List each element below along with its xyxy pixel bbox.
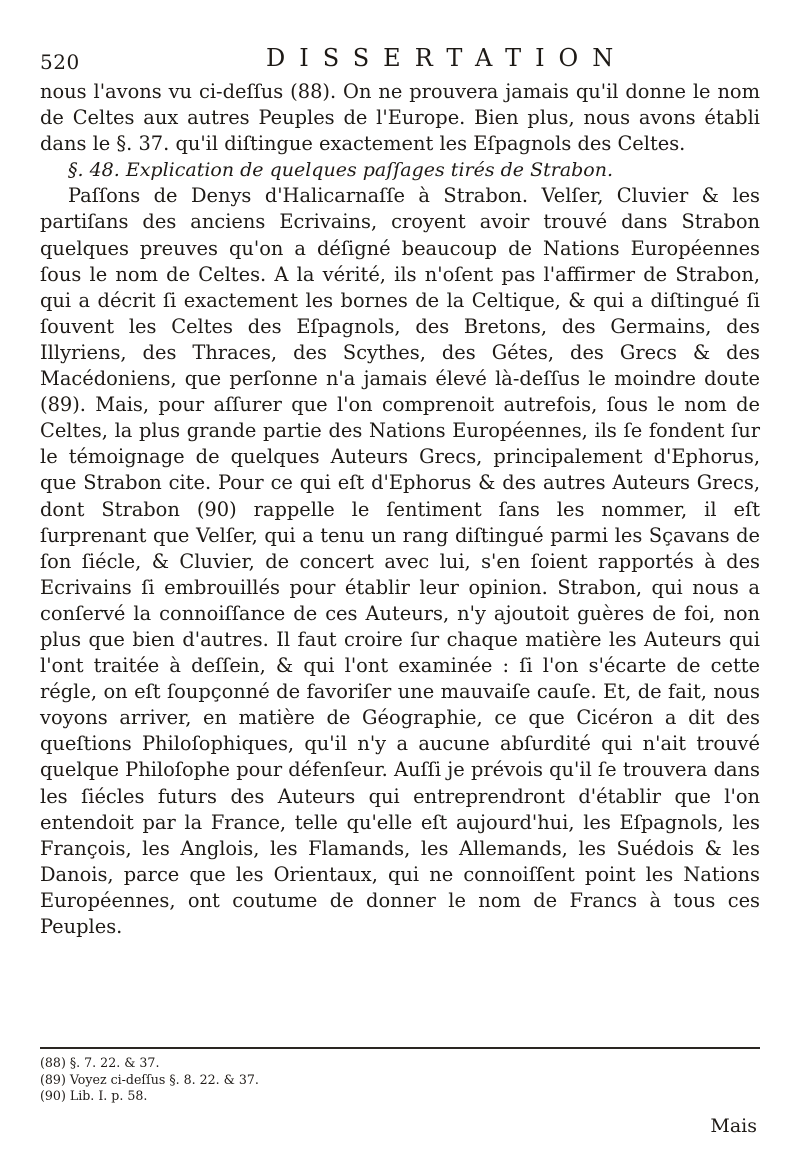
paragraph: Paſſons de Denys d'Halicarnaſſe à Strabon. Velſer, Cluvier & les partiſans des anciens Ecrivains, croyent avoir trouvé dans Strabon quelques preuves qu'on a déſigné beaucoup de Nations Européennes ſous le nom de Celtes. A la vérité, ils n'oſent pas l'affirmer de Strabon, qui a décrit ſi exactement les bornes de la Celtique, & qui a diſtingué ſi ſouvent les Celtes des Eſpagnols, des Bretons, des Germains, des Illyriens, des Thraces, des Scythes, des Gétes, des Grecs & des Macédoniens, que perſonne n'a jamais élevé là-deſſus le moindre doute (89). Mais, pour aſſurer que l'on comprenoit autrefois, ſous le nom de Celtes, la plus grande partie des Nations Européennes, ils ſe fondent ſur le témoignage de quelques Auteurs Grecs, principalement d'Ephorus, que Strabon cite. Pour ce qui eſt d'Ephorus & des autres Auteurs Grecs, dont Strabon (90) rappelle le ſentiment ſans les nommer, il eſt ſurprenant que Velſer, qui a tenu un rang diſtingué parmi les Sçavans de ſon ſiécle, & Cluvier, de concert avec lui, s'en ſoient rapportés à des Ecrivains ſi embrouillés pour établir leur opinion. Strabon, qui nous a conſervé la connoiſſance de ces Auteurs, n'y ajoutoit guères de foi, non plus que bien d'autres. Il faut croire ſur chaque matière les Auteurs qui l'ont traitée à deſſein, & qui l'ont examinée : ſi l'on s'écarte de cette régle, on eſt ſoupçonné de favoriſer une mauvaiſe cauſe. Et, de fait, nous voyons arriver, en matière de Géographie, ce que Cicéron a dit des queſtions Philoſophiques, qu'il n'y a aucune abſurdité qui n'ait trouvé quelque Philoſophe pour défenſeur. Auſſi je prévois qu'il ſe trouvera dans les ſiécles futurs des Auteurs qui entreprendront d'établir que l'on entendoit par la France, telle qu'elle eſt aujourd'hui, les Eſpagnols, les François, les Anglois, les Flamands, les Allemands, les Suédois & les Danois, parce que les Orientaux, qui ne connoiſſent point les Nations Européennes, ont coutume de donner le nom de Francs à tous ces Peuples. bbox=[40, 184, 760, 938]
footnotes bbox=[40, 1055, 259, 1105]
footnote-divider bbox=[40, 1047, 760, 1049]
footnote: (90) Lib. I. p. 58. bbox=[40, 1088, 148, 1103]
page-header bbox=[40, 44, 760, 76]
footnote: (89) Voyez ci-deſſus §. 8. 22. & 37. bbox=[40, 1071, 259, 1087]
section-heading: §. 48. Explication de quelques paſſages tirés de Strabon. bbox=[68, 159, 614, 182]
page-number: 520 bbox=[40, 50, 80, 74]
running-title: DISSERTATION bbox=[266, 44, 628, 72]
footnote: (88) §. 7. 22. & 37. bbox=[40, 1055, 160, 1070]
catchword: Mais bbox=[710, 1115, 757, 1137]
body-text bbox=[40, 79, 760, 940]
paragraph-continuation: nous l'avons vu ci-deſſus (88). On ne prouvera jamais qu'il donne le nom de Celtes aux autres Peuples de l'Europe. Bien plus, nous avons établi dans le §. 37. qu'il diſtingue exactement les Eſpagnols des Celtes. bbox=[40, 80, 760, 156]
